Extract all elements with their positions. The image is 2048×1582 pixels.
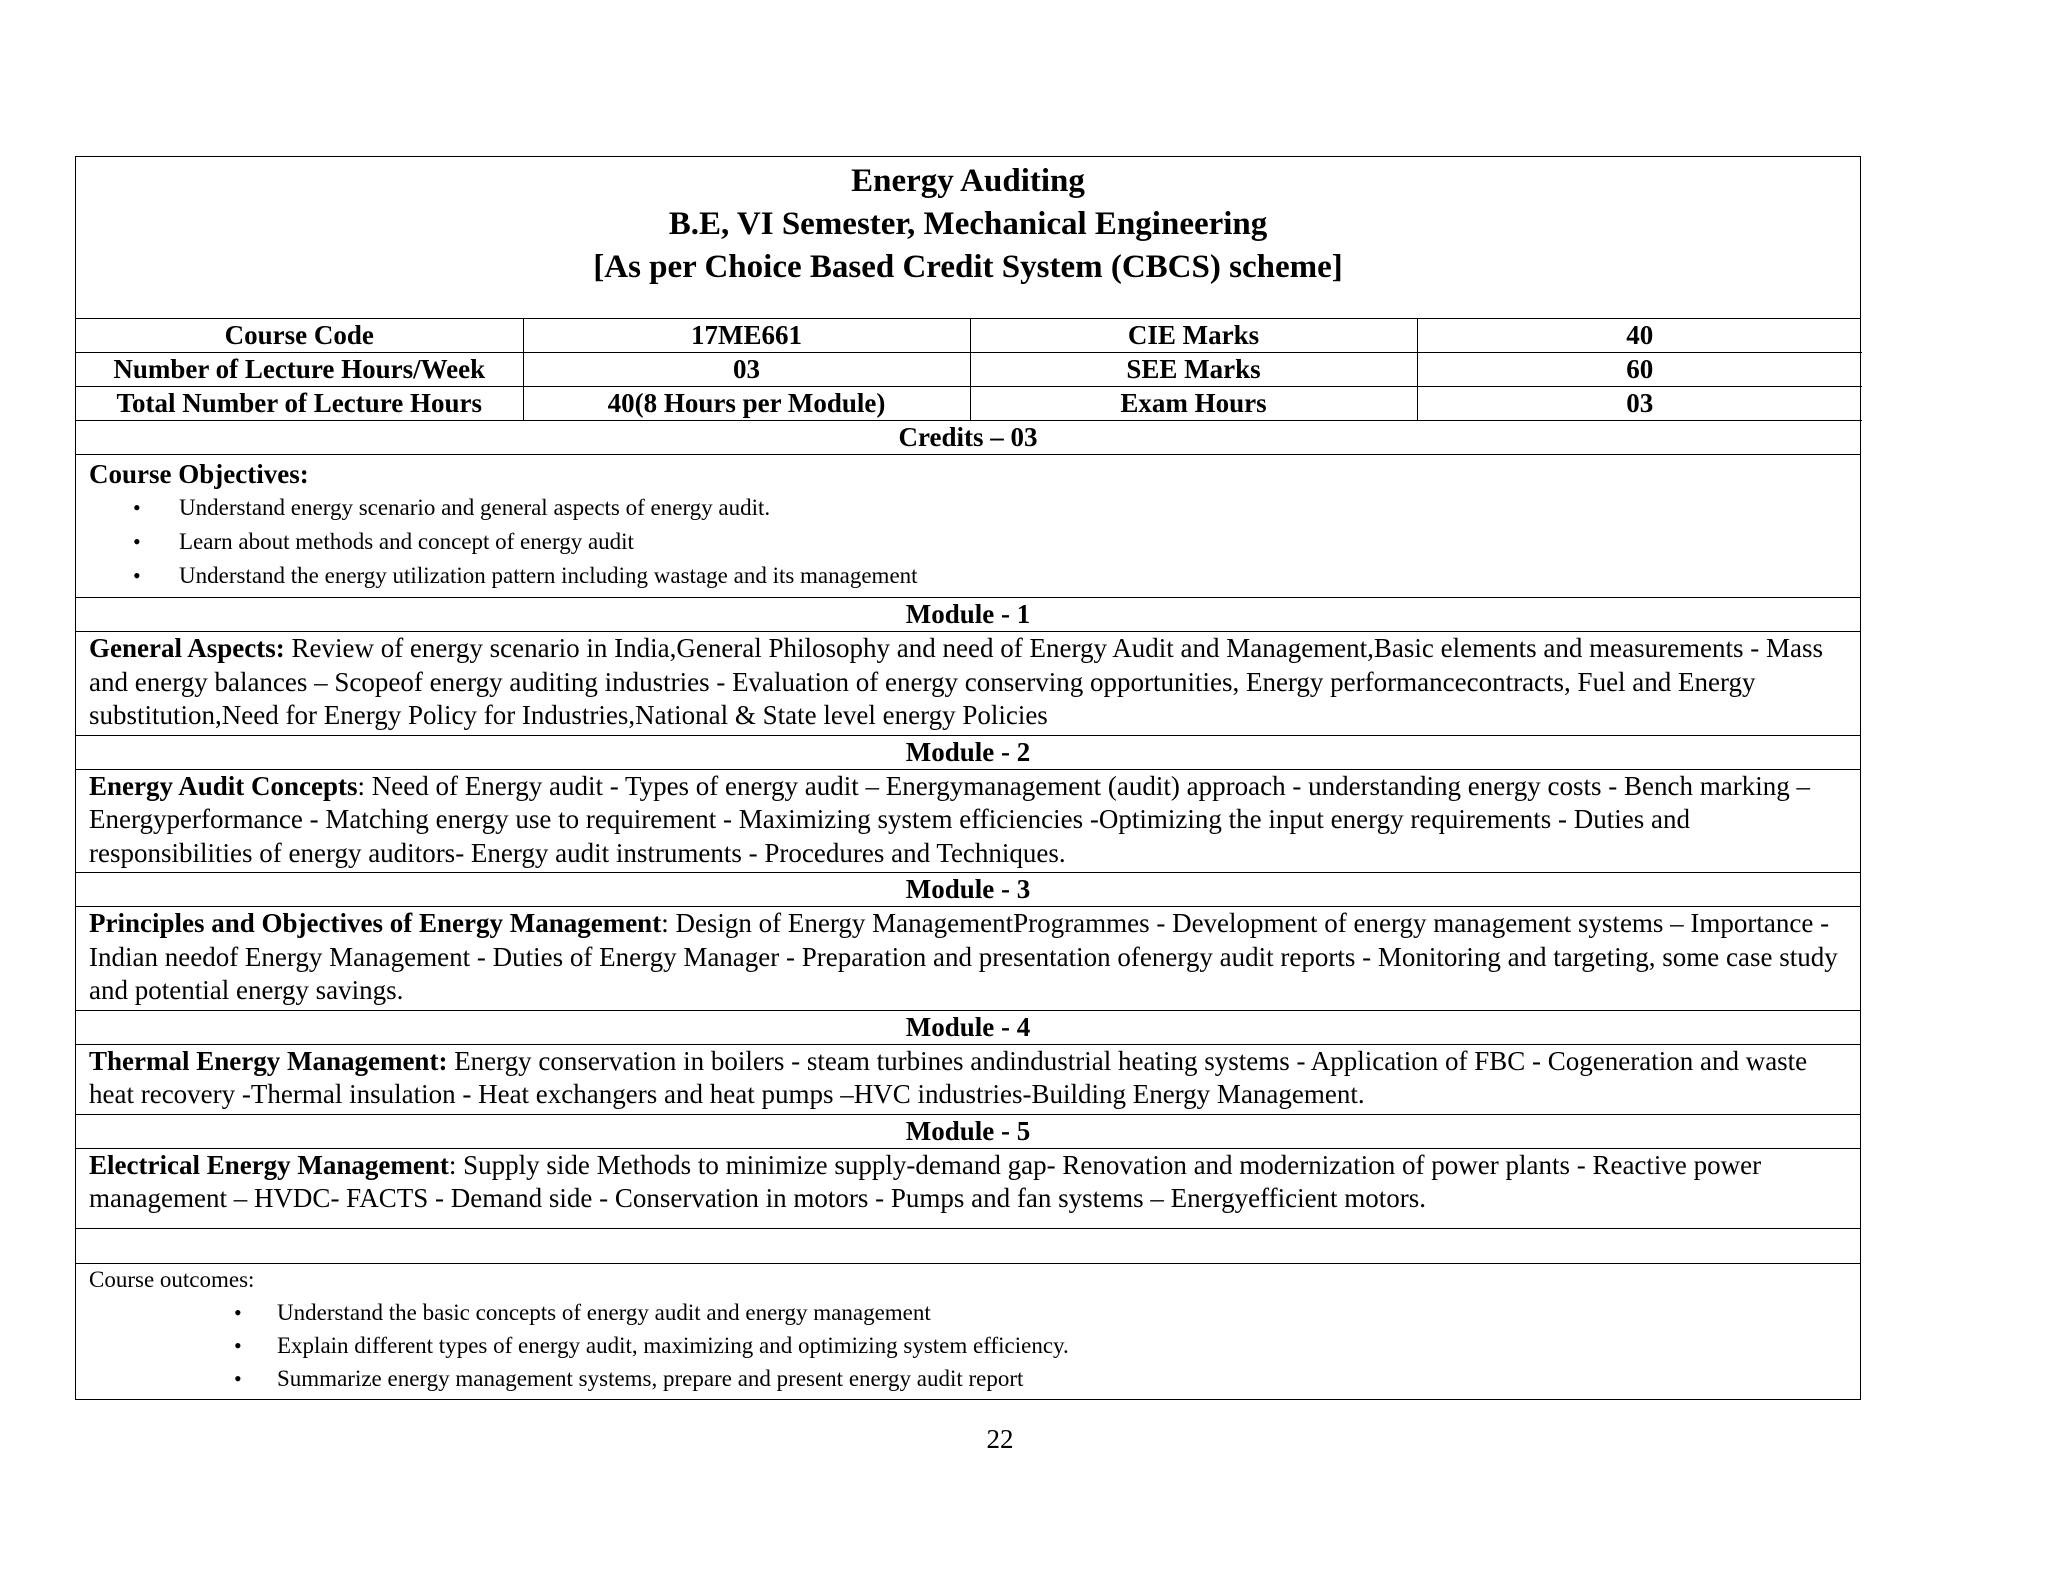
module-lead: Principles and Objectives of Energy Management bbox=[89, 908, 662, 938]
outcomes-list bbox=[89, 1296, 1848, 1395]
info-value: 60 bbox=[1417, 353, 1862, 387]
module-text: : Supply side Methods to minimize supply-demand gap- Renovation and modernization of power plants - Reactive power management – HVDC- FACTS - Demand side - Conservation in motors - Pumps and fan systems – Energyefficient motors. bbox=[89, 1149, 1762, 1213]
course-title: Energy Auditing bbox=[851, 163, 1085, 199]
module-text: Energy conservation in boilers - steam turbines andindustrial heating systems - Application of FBC - Cogeneration and waste heat recovery -Thermal insulation - Heat exchangers and heat pumps –HVC industries-Building Energy Management. bbox=[89, 1045, 1808, 1109]
course-program: B.E, VI Semester, Mechanical Engineering bbox=[668, 206, 1268, 242]
module-text: : Design of Energy ManagementProgrammes - Development of energy management systems – Importance - Indian needof Energy Management - Duties of Energy Manager - Preparation and presentation ofenergy audit reports - Monitoring and targeting, some case study and potential energy savings. bbox=[89, 908, 1838, 1005]
info-label: SEE Marks bbox=[970, 353, 1417, 387]
list-item: • Explain different types of energy audit, maximizing and optimizing system efficiency. bbox=[89, 1329, 1848, 1362]
module-lead: Electrical Energy Management bbox=[89, 1149, 449, 1180]
info-value: 17ME661 bbox=[523, 319, 970, 353]
info-label: Course Code bbox=[76, 319, 523, 353]
module-lead: General Aspects: bbox=[89, 633, 285, 663]
module-content bbox=[76, 632, 1860, 736]
module-heading: Module - 4 bbox=[76, 1011, 1860, 1045]
syllabus-frame bbox=[75, 156, 1861, 1400]
module-content bbox=[76, 907, 1860, 1011]
module-heading: Module - 3 bbox=[76, 873, 1860, 907]
list-item: • Understand the basic concepts of energy audit and energy management bbox=[89, 1296, 1848, 1329]
course-header bbox=[76, 157, 1860, 319]
module-heading: Module - 2 bbox=[76, 736, 1860, 770]
info-value: 03 bbox=[1417, 387, 1862, 421]
info-label: CIE Marks bbox=[970, 319, 1417, 353]
info-value: 40(8 Hours per Module) bbox=[523, 387, 970, 421]
module-heading: Module - 1 bbox=[76, 598, 1860, 632]
list-item: • Learn about methods and concept of energy audit bbox=[89, 525, 1848, 559]
module-content bbox=[76, 1149, 1860, 1229]
module-text: : Need of Energy audit - Types of energy audit – Energymanagement (audit) approach - understanding energy costs - Bench marking – Energyperformance - Matching energy use to requirement - Maximizing system efficiencies -Optimizing the input energy requirements - Duties and responsibilities of energy auditors- Energy audit instruments - Procedures and Techniques. bbox=[89, 770, 1810, 868]
info-label: Total Number of Lecture Hours bbox=[76, 387, 523, 421]
course-info-table bbox=[76, 319, 1862, 421]
info-label: Number of Lecture Hours/Week bbox=[76, 353, 523, 387]
info-value: 03 bbox=[523, 353, 970, 387]
outcomes-title: Course outcomes: bbox=[89, 1266, 255, 1292]
list-item: • Summarize energy management systems, prepare and present energy audit report bbox=[89, 1362, 1848, 1395]
objectives-title: Course Objectives: bbox=[89, 459, 309, 489]
list-item: • Understand energy scenario and general aspects of energy audit. bbox=[89, 491, 1848, 525]
module-lead: Thermal Energy Management: bbox=[89, 1045, 448, 1076]
credits-row: Credits – 03 bbox=[76, 421, 1860, 455]
course-outcomes bbox=[76, 1264, 1860, 1399]
table-row bbox=[76, 353, 1862, 387]
objectives-list bbox=[89, 491, 1848, 593]
info-value: 40 bbox=[1417, 319, 1862, 353]
list-item: • Understand the energy utilization pattern including wastage and its management bbox=[89, 559, 1848, 593]
module-content bbox=[76, 770, 1860, 874]
page-number: 22 bbox=[986, 1424, 1014, 1454]
table-row bbox=[76, 319, 1862, 353]
module-lead: Energy Audit Concepts bbox=[89, 770, 358, 801]
empty-row bbox=[76, 1229, 1860, 1264]
info-label: Exam Hours bbox=[970, 387, 1417, 421]
course-objectives bbox=[76, 455, 1860, 598]
table-row bbox=[76, 387, 1862, 421]
module-content bbox=[76, 1045, 1860, 1115]
module-text: Review of energy scenario in India,General Philosophy and need of Energy Audit and Management,Basic elements and measurements - Mass and energy balances – Scopeof energy auditing industries - Evaluation of energy conserving opportunities, Energy performancecontracts, Fuel and Energy substitution,Need for Energy Policy for Industries,National & State level energy Policies bbox=[89, 633, 1824, 730]
course-scheme: [As per Choice Based Credit System (CBCS) scheme] bbox=[593, 249, 1343, 285]
module-heading: Module - 5 bbox=[76, 1115, 1860, 1149]
